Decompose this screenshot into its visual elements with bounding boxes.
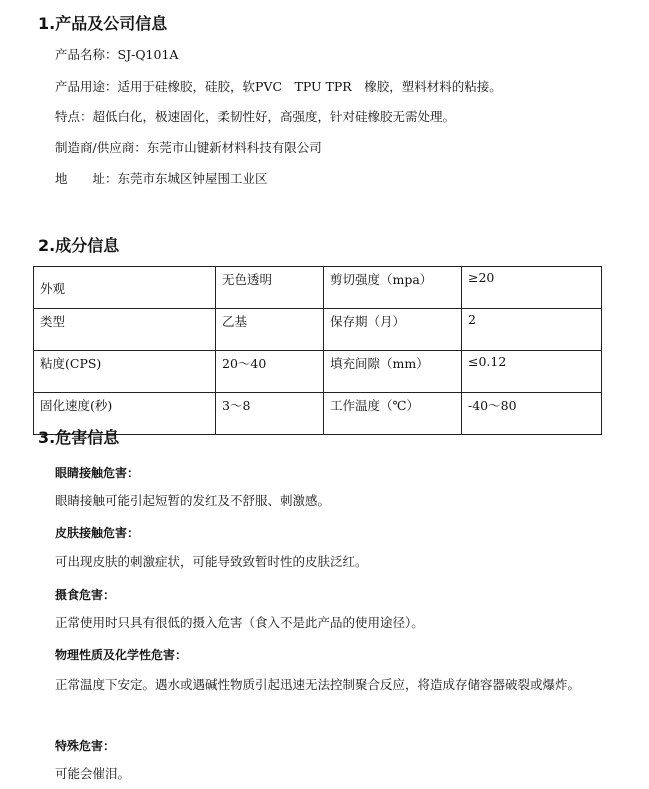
table-cell-label: 粘度(CPS) [34,351,216,393]
special-hazard-text: 可能会催泪。 [55,766,131,781]
feature-line [55,109,455,125]
section-title-product-company: 1.产品及公司信息 [38,14,168,33]
feature-label: 特点： [55,109,93,124]
manufacturer-value: 东莞市山键新材料科技有限公司 [146,140,322,155]
table-cell-value: -40～80 [462,393,602,435]
table-row [34,267,602,309]
manufacturer-line [55,140,322,156]
table-cell-label: 保存期（月） [324,309,462,351]
table-cell-value: 20～40 [216,351,324,393]
special-hazard-heading: 特殊危害： [55,739,116,753]
ingestion-hazard-heading: 摄食危害： [55,588,116,602]
table-cell-label: 填充间隙（mm） [324,351,462,393]
skin-hazard-heading: 皮肤接触危害： [55,526,140,540]
manufacturer-label: 制造商/供应商： [55,140,147,155]
eye-hazard-heading: 眼睛接触危害： [55,466,140,480]
address-line [55,171,268,187]
composition-table [33,266,602,435]
section-title-composition: 2.成分信息 [38,236,120,255]
product-usage-label: 产品用途： [55,79,118,94]
table-cell-value: 3～8 [216,393,324,435]
table-cell-label: 固化速度(秒) [34,393,216,435]
physical-chemical-hazard-heading: 物理性质及化学性危害： [55,648,188,662]
address-label: 地 址： [55,171,118,186]
product-name-label: 产品名称： [55,47,118,62]
table-cell-value: ≥20 [462,267,602,309]
product-name-line [55,47,178,63]
table-cell-label: 工作温度（℃） [324,393,462,435]
table-cell-label: 剪切强度（mpa） [324,267,462,309]
product-name-value: SJ-Q101A [117,47,179,62]
eye-hazard-text: 眼睛接触可能引起短暂的发红及不舒服、刺激感。 [55,493,331,508]
table-cell-value: 乙基 [216,309,324,351]
table-cell-value: 无色透明 [216,267,324,309]
section-title-hazard: 3.危害信息 [38,428,120,447]
feature-value: 超低白化，极速固化，柔韧性好，高强度，针对硅橡胶无需处理。 [92,109,456,124]
table-row [34,351,602,393]
table-row [34,309,602,351]
skin-hazard-text: 可出现皮肤的刺激症状，可能导致致暂时性的皮肤泛红。 [55,554,368,569]
table-cell-label: 类型 [34,309,216,351]
product-usage-value: 适用于硅橡胶，硅胶，软PVC TPU TPR 橡胶，塑料材料的粘接。 [117,79,502,94]
address-value: 东莞市东城区钟屋围工业区 [117,171,268,186]
table-cell-value: ≤0.12 [462,351,602,393]
table-cell-value: 2 [462,309,602,351]
ingestion-hazard-text: 正常使用时只具有很低的摄入危害（食入不是此产品的使用途径）。 [55,615,424,630]
product-usage-line [55,79,502,95]
table-cell-label: 外观 [34,267,216,309]
physical-chemical-hazard-text: 正常温度下安定。遇水或遇碱性物质引起迅速无法控制聚合反应，将造成存储容器破裂或爆炸。 [55,677,581,692]
